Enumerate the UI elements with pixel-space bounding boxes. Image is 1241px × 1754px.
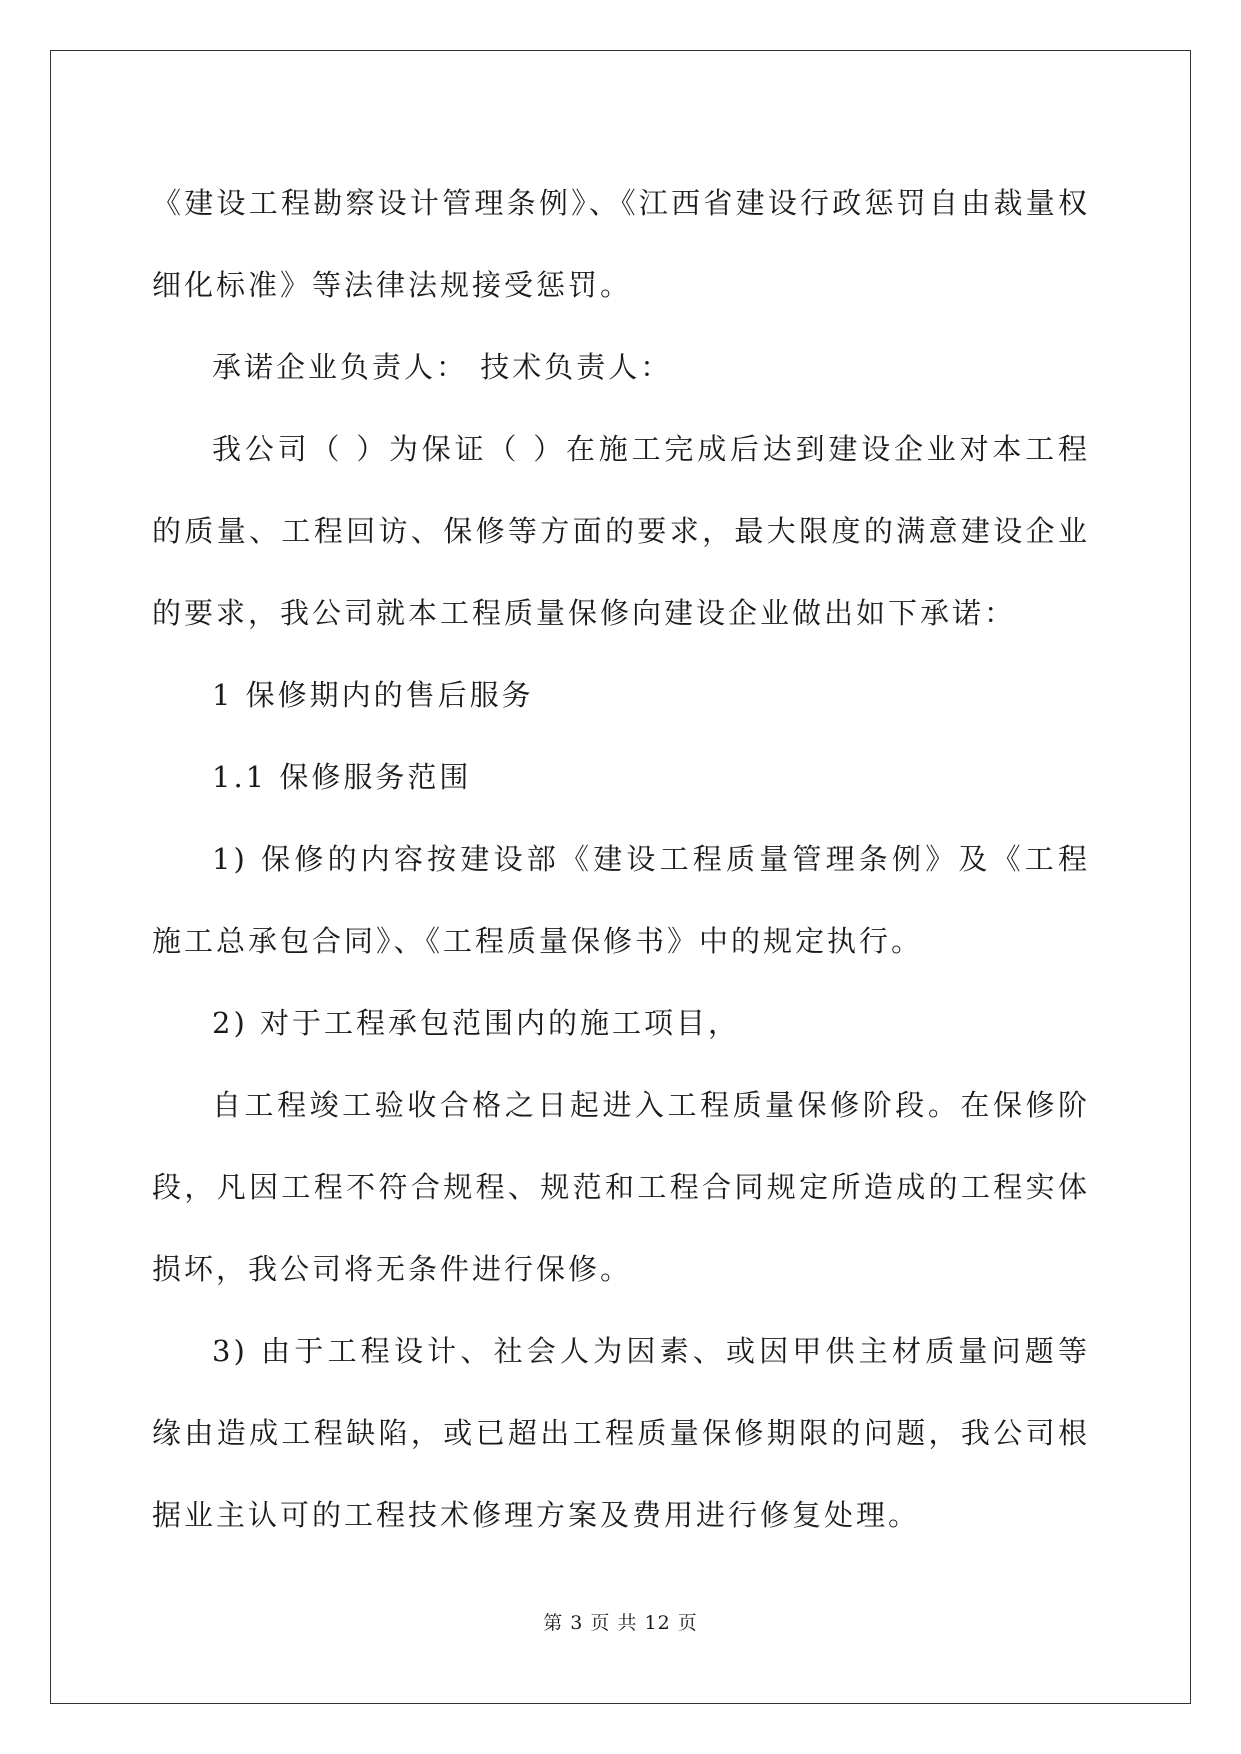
paragraph: 我公司（ ）为保证（ ）在施工完成后达到建设企业对本工程的质量、工程回访、保修等方面的要求，最大限度的满意建设企业的要求，我公司就本工程质量保修向建设企业做出如下承诺：	[152, 432, 1090, 630]
paragraph: 自工程竣工验收合格之日起进入工程质量保修阶段。在保修阶段，凡因工程不符合规程、规范和工程合同规定所造成的工程实体损坏，我公司将无条件进行保修。	[152, 1088, 1090, 1286]
paragraph: 《建设工程勘察设计管理条例》、《江西省建设行政惩罚自由裁量权细化标准》等法律法规接受惩罚。	[152, 186, 1090, 302]
page-number: 第 3 页 共 12 页	[543, 1612, 698, 1634]
list-item: 3) 由于工程设计、社会人为因素、或因甲供主材质量问题等缘由造成工程缺陷，或已超出工程质量保修期限的问题，我公司根据业主认可的工程技术修理方案及费用进行修复处理。	[152, 1334, 1090, 1532]
list-item: 2) 对于工程承包范围内的施工项目，	[212, 1006, 740, 1040]
document-body	[152, 162, 1090, 1556]
paragraph: 承诺企业负责人： 技术负责人：	[212, 350, 673, 384]
section-heading: 1 保修期内的售后服务	[212, 678, 534, 712]
list-item: 1) 保修的内容按建设部《建设工程质量管理条例》及《工程施工总承包合同》、《工程质量保修书》中的规定执行。	[152, 842, 1090, 958]
subsection-heading: 1.1 保修服务范围	[212, 760, 472, 794]
